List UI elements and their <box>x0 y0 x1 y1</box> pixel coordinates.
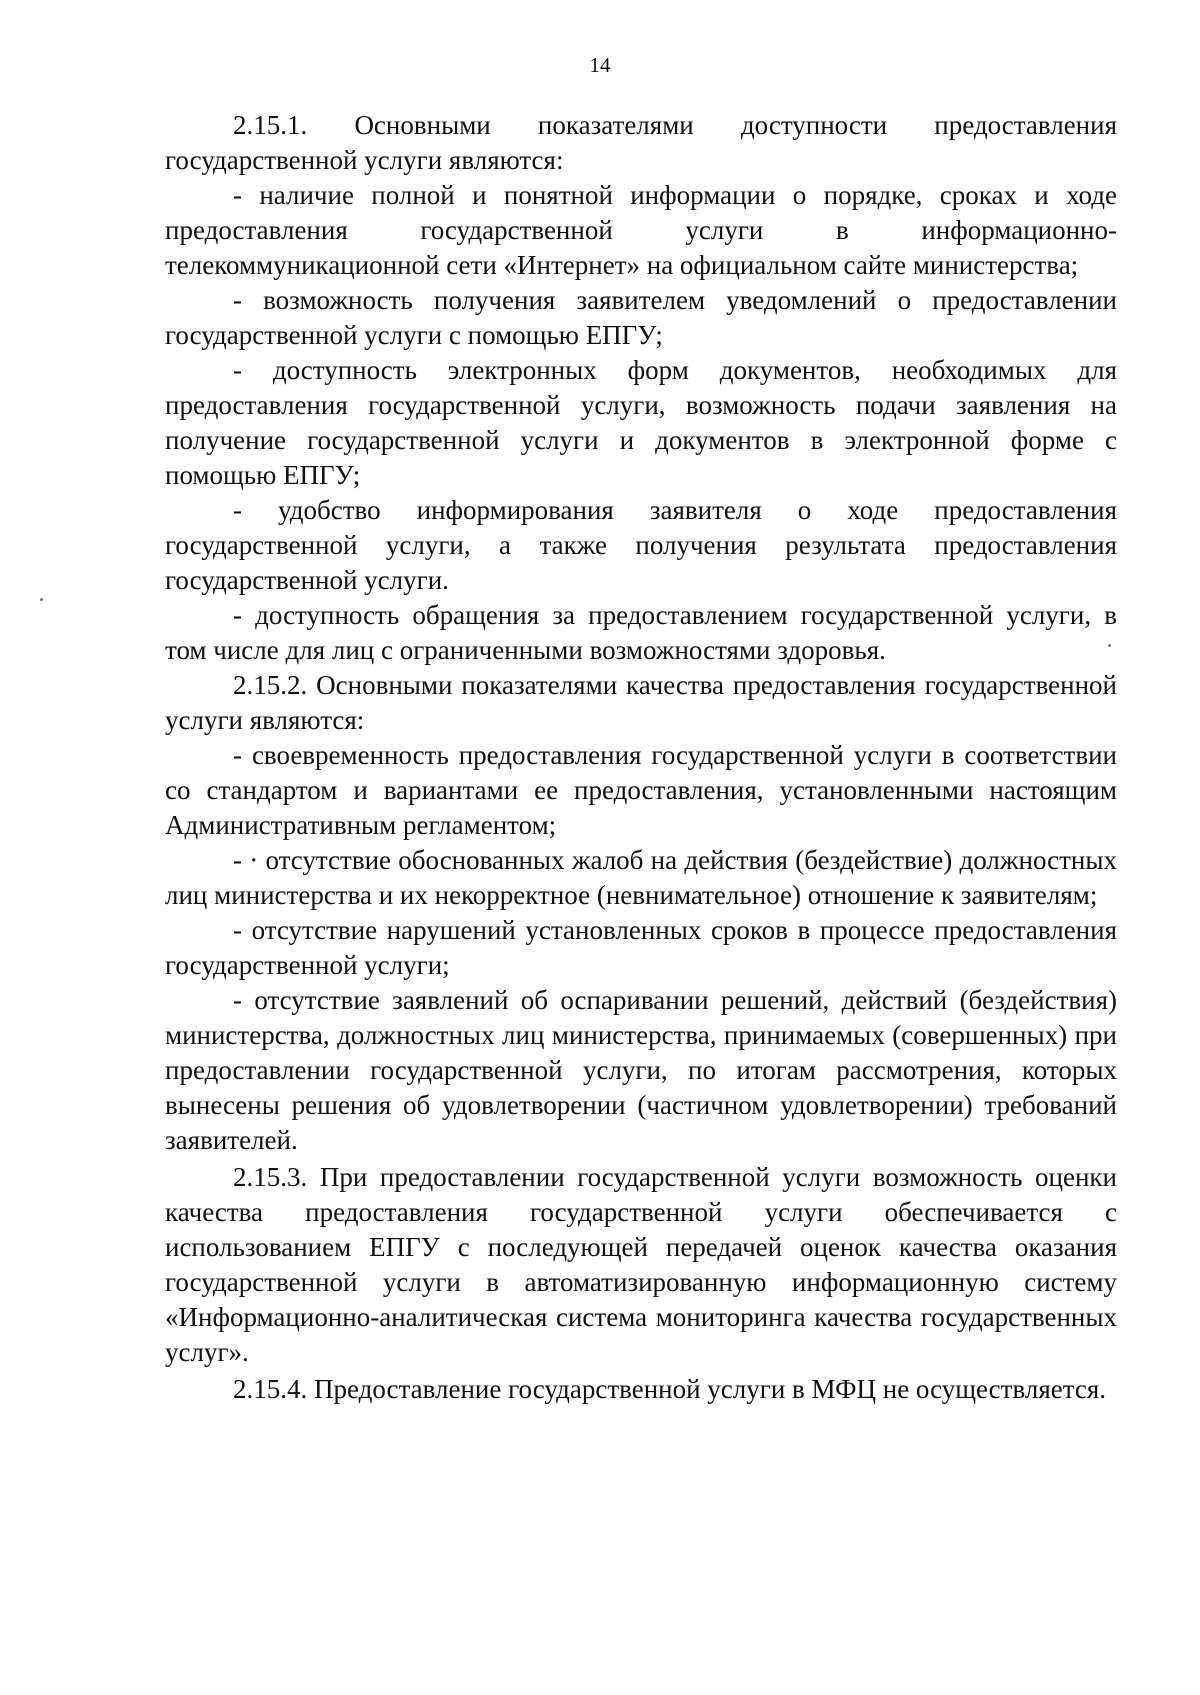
paragraph-2-15-4: 2.15.4. Предоставление государственной услуги в МФЦ не осуществляется. <box>233 1374 1107 1404</box>
document-body <box>165 108 1117 1407</box>
scan-speck <box>40 598 43 601</box>
list-item-no-disputes: - отсутствие заявлений об оспаривании решений, действий (бездействия) министерства, должностных лиц министерства, принимаемых (совершенных) при предоставлении государственной услуги, по итогам рассмотрения, которых вынесены решения об удовлетворении (частичном удовлетворении) требований заявителей. <box>165 985 1117 1155</box>
list-item-no-deadline-violations: - отсутствие нарушений установленных сроков в процессе предоставления государственной услуги; <box>165 915 1117 980</box>
list-item-timeliness: - своевременность предоставления государственной услуги в соответствии со стандартом и вариантами ее предоставления, установленными настоящим Административным регламентом; <box>165 740 1117 840</box>
list-item-informing-convenience: - удобство информирования заявителя о ходе предоставления государственной услуги, а также получения результата предоставления государственной услуги. <box>165 495 1117 595</box>
list-item-notifications: - возможность получения заявителем уведомлений о предоставлении государственной услуги с помощью ЕПГУ; <box>165 285 1117 350</box>
page-number: 14 <box>589 53 611 77</box>
list-item-accessibility: - доступность обращения за предоставлением государственной услуги, в том числе для лиц с ограниченными возможностями здоровья. <box>165 600 1117 665</box>
paragraph-2-15-1: 2.15.1. Основными показателями доступности предоставления государственной услуги являются: <box>165 110 1117 175</box>
list-item-electronic-forms: - доступность электронных форм документов, необходимых для предоставления государственной услуги, возможность подачи заявления на получение государственной услуги и документов в электронной форме с помощью ЕПГУ; <box>165 355 1117 490</box>
scan-speck <box>1108 644 1111 647</box>
paragraph-2-15-3: 2.15.3. При предоставлении государственной услуги возможность оценки качества предоставления государственной услуги обеспечивается с использованием ЕПГУ с последующей передачей оценок качества оказания государственной услуги в автоматизированную информационную систему «Информационно-аналитическая система мониторинга качества государственных услуг». <box>165 1162 1117 1367</box>
list-item-info-availability: - наличие полной и понятной информации о порядке, сроках и ходе предоставления государственной услуги в информационно-телекоммуникационной сети «Интернет» на официальном сайте министерства; <box>165 180 1117 280</box>
paragraph-2-15-2: 2.15.2. Основными показателями качества предоставления государственной услуги являются: <box>165 670 1117 735</box>
list-item-no-complaints: - · отсутствие обоснованных жалоб на действия (бездействие) должностных лиц министерства и их некорректное (невнимательное) отношение к заявителям; <box>165 845 1117 910</box>
